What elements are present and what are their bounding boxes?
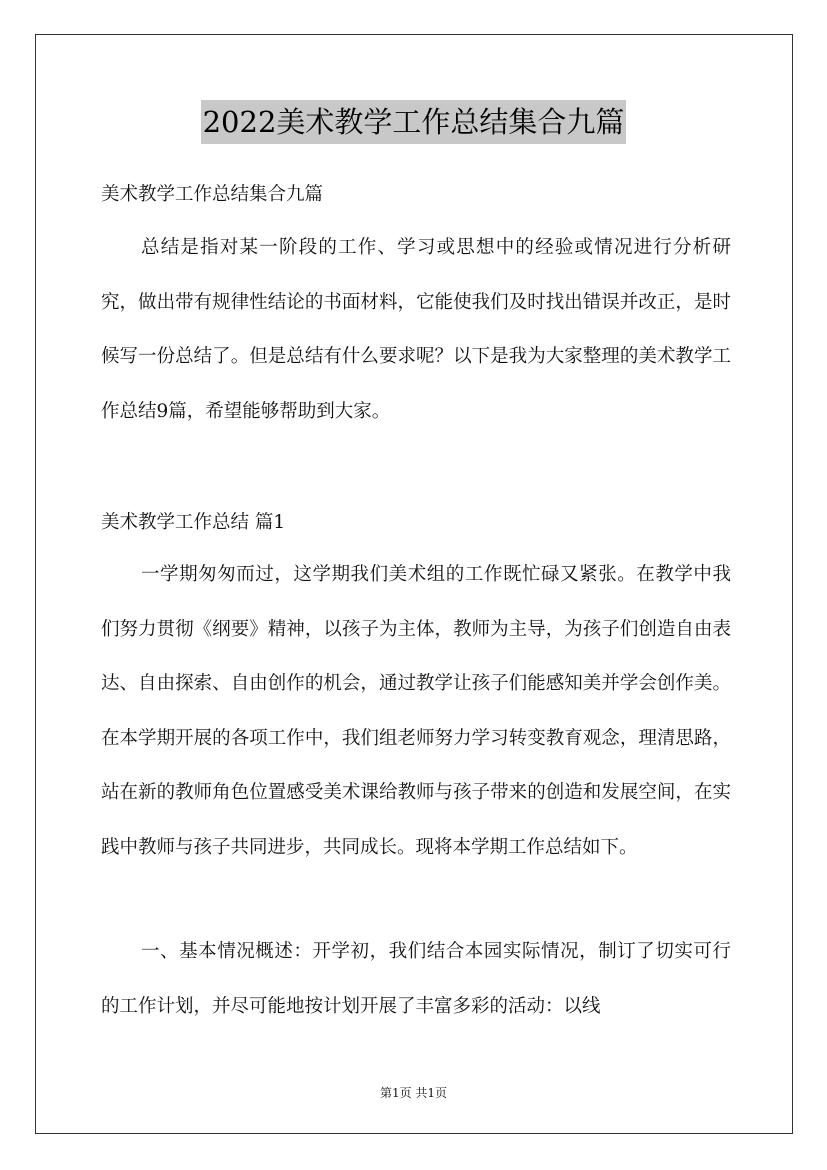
document-subtitle: 美术教学工作总结集合九篇 [101, 184, 324, 205]
title-container [0, 100, 827, 144]
intro-paragraph: 总结是指对某一阶段的工作、学习或思想中的经验或情况进行分析研究，做出带有规律性结论的书面材料，它能使我们及时找出错误并改正，是时候写一份总结了。但是总结有什么要求呢？以下是我为大家整理的美术教学工作总结9篇，希望能够帮助到大家。 [101, 237, 731, 422]
page-footer: 第1页 共1页 [379, 1086, 448, 1100]
section-heading: 美术教学工作总结 篇1 [101, 512, 286, 533]
document-title: 2022美术教学工作总结集合九篇 [201, 100, 627, 144]
body-paragraph-2: 一、基本情况概述：开学初，我们结合本园实际情况，制订了切实可行的工作计划，并尽可能地按计划开展了丰富多彩的活动：以线 [101, 941, 731, 1017]
body-paragraph-1: 一学期匆匆而过，这学期我们美术组的工作既忙碌又紧张。在教学中我们努力贯彻《纲要》精神，以孩子为主体，教师为主导，为孩子们创造自由表达、自由探索、自由创作的机会，通过教学让孩子们能感知美并学会创作美。在本学期开展的各项工作中，我们组老师努力学习转变教育观念，理清思路，站在新的教师角色位置感受美术课给教师与孩子带来的创造和发展空间，在实践中教师与孩子共同进步，共同成长。现将本学期工作总结如下。 [101, 564, 731, 858]
